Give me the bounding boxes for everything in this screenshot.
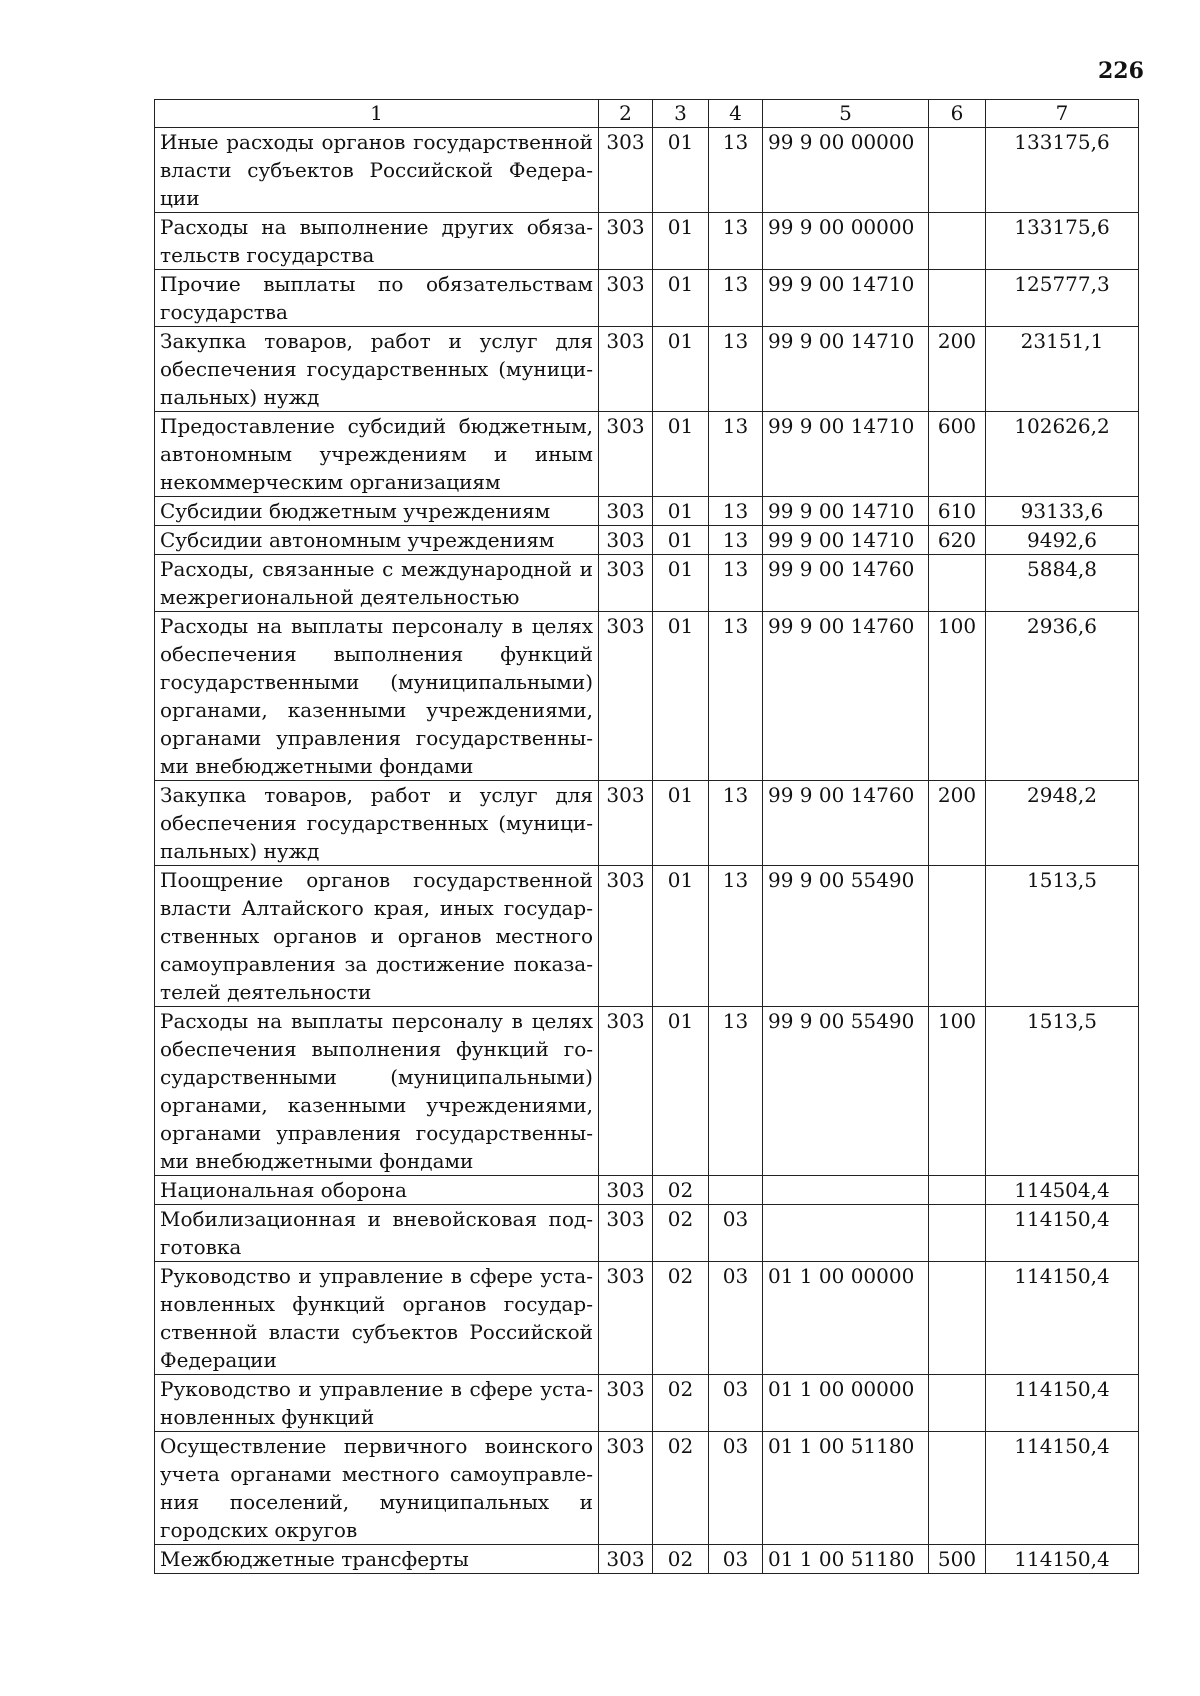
- gr-code-cell: 303: [599, 1545, 653, 1574]
- vr-code-cell: [929, 270, 986, 327]
- table-row: [155, 1262, 1139, 1375]
- vr-code-cell: [929, 866, 986, 1007]
- row-name-cell: Поощрение органов государственной власти Алтайского края, иных государственных органов и органов местного самоуправления за достижение показателей деятельности: [155, 866, 599, 1007]
- table-row: [155, 1176, 1139, 1205]
- row-name-cell: Иные расходы органов государственной власти субъектов Российской Федерации: [155, 128, 599, 213]
- amount-cell: 114504,4: [986, 1176, 1139, 1205]
- vr-code-cell: [929, 213, 986, 270]
- gr-code-cell: 303: [599, 781, 653, 866]
- amount-cell: 114150,4: [986, 1432, 1139, 1545]
- vr-code-cell: 600: [929, 412, 986, 497]
- amount-cell: 114150,4: [986, 1545, 1139, 1574]
- amount-cell: 93133,6: [986, 497, 1139, 526]
- amount-cell: 133175,6: [986, 128, 1139, 213]
- csr-code-cell: 99 9 00 14710: [763, 497, 929, 526]
- vr-code-cell: 500: [929, 1545, 986, 1574]
- amount-cell: 125777,3: [986, 270, 1139, 327]
- pr-code-cell: 13: [709, 612, 763, 781]
- row-name-cell: Межбюджетные трансферты: [155, 1545, 599, 1574]
- csr-code-cell: 99 9 00 55490: [763, 866, 929, 1007]
- column-header: 4: [709, 100, 763, 128]
- rz-code-cell: 01: [653, 128, 709, 213]
- csr-code-cell: 01 1 00 51180: [763, 1545, 929, 1574]
- pr-code-cell: 03: [709, 1262, 763, 1375]
- table-row: [155, 497, 1139, 526]
- vr-code-cell: 100: [929, 1007, 986, 1176]
- pr-code-cell: 13: [709, 1007, 763, 1176]
- vr-code-cell: [929, 1432, 986, 1545]
- row-name-cell: Предоставление субсидий бюджетным, автономным учреждениям и иным некоммерческим организациям: [155, 412, 599, 497]
- csr-code-cell: 99 9 00 00000: [763, 213, 929, 270]
- vr-code-cell: [929, 1262, 986, 1375]
- vr-code-cell: [929, 555, 986, 612]
- csr-code-cell: 01 1 00 51180: [763, 1432, 929, 1545]
- amount-cell: 23151,1: [986, 327, 1139, 412]
- row-name-cell: Прочие выплаты по обязательствам государства: [155, 270, 599, 327]
- pr-code-cell: 03: [709, 1432, 763, 1545]
- column-header: 6: [929, 100, 986, 128]
- row-name-cell: Расходы на выплаты персоналу в целях обеспечения выполнения функций государственными (муниципальными) органами, казенными учреждениями, органами управления государственными внебюджетными фондами: [155, 612, 599, 781]
- table-row: [155, 1545, 1139, 1574]
- gr-code-cell: 303: [599, 213, 653, 270]
- csr-code-cell: 99 9 00 14760: [763, 555, 929, 612]
- row-name-cell: Руководство и управление в сфере установленных функций: [155, 1375, 599, 1432]
- csr-code-cell: 99 9 00 14760: [763, 781, 929, 866]
- pr-code-cell: 13: [709, 497, 763, 526]
- table-row: [155, 555, 1139, 612]
- pr-code-cell: 13: [709, 866, 763, 1007]
- gr-code-cell: 303: [599, 526, 653, 555]
- vr-code-cell: 100: [929, 612, 986, 781]
- vr-code-cell: [929, 128, 986, 213]
- pr-code-cell: 03: [709, 1375, 763, 1432]
- rz-code-cell: 02: [653, 1432, 709, 1545]
- page-number: 226: [1098, 58, 1144, 84]
- vr-code-cell: [929, 1375, 986, 1432]
- column-header: 3: [653, 100, 709, 128]
- table-row: [155, 526, 1139, 555]
- row-name-cell: Субсидии автономным учреждениям: [155, 526, 599, 555]
- table-row: [155, 412, 1139, 497]
- row-name-cell: Мобилизационная и вневойсковая подготовка: [155, 1205, 599, 1262]
- table-body: [155, 128, 1139, 1574]
- csr-code-cell: 99 9 00 14710: [763, 270, 929, 327]
- rz-code-cell: 01: [653, 270, 709, 327]
- csr-code-cell: [763, 1205, 929, 1262]
- row-name-cell: Осуществление первичного воинского учета органами местного самоуправления поселений, муниципальных и городских округов: [155, 1432, 599, 1545]
- table-row: [155, 213, 1139, 270]
- csr-code-cell: 99 9 00 14710: [763, 412, 929, 497]
- amount-cell: 133175,6: [986, 213, 1139, 270]
- pr-code-cell: 13: [709, 128, 763, 213]
- csr-code-cell: 99 9 00 14710: [763, 526, 929, 555]
- pr-code-cell: 13: [709, 526, 763, 555]
- csr-code-cell: 01 1 00 00000: [763, 1375, 929, 1432]
- gr-code-cell: 303: [599, 412, 653, 497]
- rz-code-cell: 01: [653, 327, 709, 412]
- table-row: [155, 128, 1139, 213]
- table-row: [155, 1375, 1139, 1432]
- vr-code-cell: 610: [929, 497, 986, 526]
- row-name-cell: Субсидии бюджетным учреждениям: [155, 497, 599, 526]
- amount-cell: 9492,6: [986, 526, 1139, 555]
- rz-code-cell: 02: [653, 1375, 709, 1432]
- rz-code-cell: 01: [653, 612, 709, 781]
- amount-cell: 114150,4: [986, 1375, 1139, 1432]
- table-row: [155, 327, 1139, 412]
- rz-code-cell: 02: [653, 1176, 709, 1205]
- row-name-cell: Расходы, связанные с международной и межрегиональной деятельностью: [155, 555, 599, 612]
- amount-cell: 114150,4: [986, 1205, 1139, 1262]
- csr-code-cell: 99 9 00 14760: [763, 612, 929, 781]
- csr-code-cell: 99 9 00 55490: [763, 1007, 929, 1176]
- vr-code-cell: 620: [929, 526, 986, 555]
- table-row: [155, 270, 1139, 327]
- gr-code-cell: 303: [599, 128, 653, 213]
- column-header: 1: [155, 100, 599, 128]
- table-row: [155, 781, 1139, 866]
- column-header: 5: [763, 100, 929, 128]
- gr-code-cell: 303: [599, 555, 653, 612]
- amount-cell: 1513,5: [986, 1007, 1139, 1176]
- row-name-cell: Закупка товаров, работ и услуг для обеспечения государственных (муниципальных) нужд: [155, 781, 599, 866]
- row-name-cell: Закупка товаров, работ и услуг для обеспечения государственных (муниципальных) нужд: [155, 327, 599, 412]
- vr-code-cell: 200: [929, 781, 986, 866]
- pr-code-cell: 13: [709, 781, 763, 866]
- gr-code-cell: 303: [599, 866, 653, 1007]
- amount-cell: 2936,6: [986, 612, 1139, 781]
- row-name-cell: Руководство и управление в сфере установленных функций органов государственной власти субъектов Российской Федерации: [155, 1262, 599, 1375]
- rz-code-cell: 01: [653, 412, 709, 497]
- rz-code-cell: 02: [653, 1545, 709, 1574]
- gr-code-cell: 303: [599, 1205, 653, 1262]
- rz-code-cell: 01: [653, 866, 709, 1007]
- table-row: [155, 612, 1139, 781]
- amount-cell: 5884,8: [986, 555, 1139, 612]
- row-name-cell: Расходы на выполнение других обязательств государства: [155, 213, 599, 270]
- vr-code-cell: 200: [929, 327, 986, 412]
- amount-cell: 102626,2: [986, 412, 1139, 497]
- pr-code-cell: 13: [709, 213, 763, 270]
- rz-code-cell: 02: [653, 1262, 709, 1375]
- gr-code-cell: 303: [599, 1007, 653, 1176]
- gr-code-cell: 303: [599, 1432, 653, 1545]
- gr-code-cell: 303: [599, 1176, 653, 1205]
- row-name-cell: Национальная оборона: [155, 1176, 599, 1205]
- amount-cell: 1513,5: [986, 866, 1139, 1007]
- pr-code-cell: 13: [709, 412, 763, 497]
- gr-code-cell: 303: [599, 1375, 653, 1432]
- column-header: 7: [986, 100, 1139, 128]
- table-row: [155, 866, 1139, 1007]
- csr-code-cell: 99 9 00 14710: [763, 327, 929, 412]
- pr-code-cell: 13: [709, 327, 763, 412]
- row-name-cell: Расходы на выплаты персоналу в целях обеспечения выполнения функций государственными (муниципальными) органами, казенными учреждениями, органами управления государственными внебюджетными фондами: [155, 1007, 599, 1176]
- table-row: [155, 1007, 1139, 1176]
- pr-code-cell: 13: [709, 270, 763, 327]
- csr-code-cell: 01 1 00 00000: [763, 1262, 929, 1375]
- rz-code-cell: 02: [653, 1205, 709, 1262]
- amount-cell: 114150,4: [986, 1262, 1139, 1375]
- rz-code-cell: 01: [653, 1007, 709, 1176]
- gr-code-cell: 303: [599, 327, 653, 412]
- gr-code-cell: 303: [599, 1262, 653, 1375]
- vr-code-cell: [929, 1176, 986, 1205]
- gr-code-cell: 303: [599, 270, 653, 327]
- csr-code-cell: [763, 1176, 929, 1205]
- table-header-row: [155, 100, 1139, 128]
- csr-code-cell: 99 9 00 00000: [763, 128, 929, 213]
- vr-code-cell: [929, 1205, 986, 1262]
- gr-code-cell: 303: [599, 497, 653, 526]
- gr-code-cell: 303: [599, 612, 653, 781]
- rz-code-cell: 01: [653, 555, 709, 612]
- pr-code-cell: [709, 1176, 763, 1205]
- budget-table: [154, 99, 1139, 1574]
- amount-cell: 2948,2: [986, 781, 1139, 866]
- table-row: [155, 1205, 1139, 1262]
- rz-code-cell: 01: [653, 526, 709, 555]
- rz-code-cell: 01: [653, 213, 709, 270]
- rz-code-cell: 01: [653, 497, 709, 526]
- pr-code-cell: 13: [709, 555, 763, 612]
- table-row: [155, 1432, 1139, 1545]
- column-header: 2: [599, 100, 653, 128]
- pr-code-cell: 03: [709, 1205, 763, 1262]
- pr-code-cell: 03: [709, 1545, 763, 1574]
- rz-code-cell: 01: [653, 781, 709, 866]
